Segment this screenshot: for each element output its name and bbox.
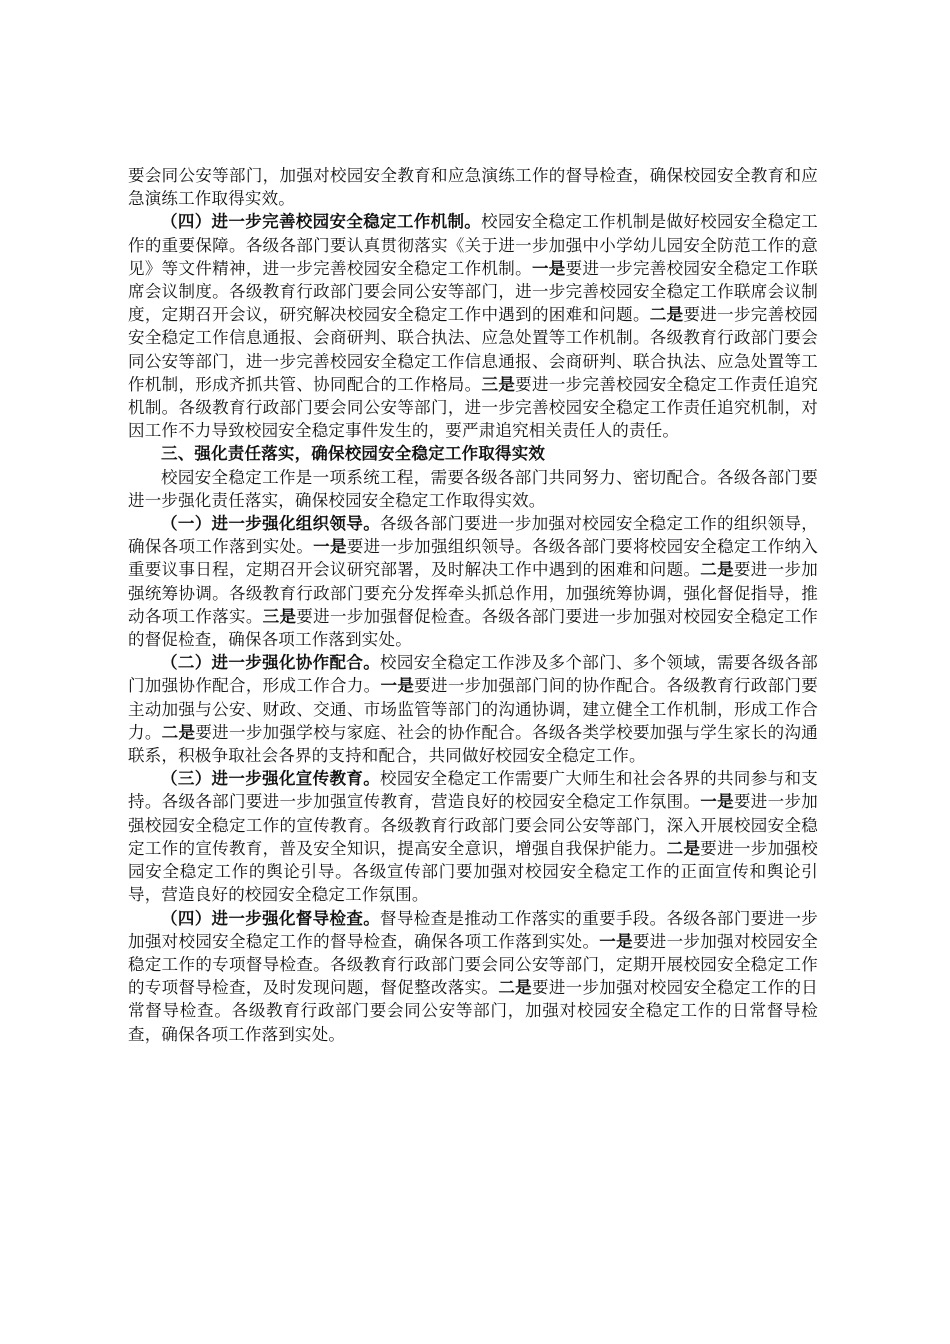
body-text: 要进一步加强对校园安全稳定工作的日常督导检查。各级教育行政部门要会同公安等部门，加强对校园安全稳定工作的日常督导检查，确保各项工作落到实处。: [128, 978, 818, 1044]
bold-text: 一是: [313, 537, 347, 557]
paragraph: [128, 651, 818, 767]
paragraph: [128, 210, 818, 442]
bold-text: （四）进一步强化督导检查。: [161, 908, 381, 928]
bold-text: 一是: [700, 792, 734, 812]
document-body: [128, 164, 818, 1046]
body-text: 要进一步加强部门间的协作配合。各级教育行政部门要主动加强与公安、财政、交通、市场监管等部门的沟通协调，建立健全工作机制，形成工作合力。: [128, 676, 818, 742]
bold-text: 三是: [262, 606, 297, 626]
paragraph: [128, 466, 818, 512]
paragraph: [128, 164, 818, 210]
body-text: 督导检查是推动工作落实的重要手段。各级各部门要进一步加强对校园安全稳定工作的督导检查，确保各项工作落到实处。: [128, 908, 818, 951]
body-text: 要进一步完善校园安全稳定工作联席会议制度。各级教育行政部门要会同公安等部门，进一步完善校园安全稳定工作联席会议制度，定期召开会议，研究解决校园安全稳定工作中遇到的困难和问题。: [128, 258, 818, 325]
body-text: 校园安全稳定工作涉及多个部门、多个领域，需要各级各部门加强协作配合，形成工作合力。: [128, 653, 818, 696]
body-text: 要进一步加强组织领导。各级各部门要将校园安全稳定工作纳入重要议事日程，定期召开会议研究部署，及时解决工作中遇到的困难和问题。: [128, 537, 818, 580]
bold-text: 二是: [161, 722, 196, 742]
body-text: 各级各部门要进一步加强对校园安全稳定工作的组织领导，确保各项工作落到实处。: [128, 514, 818, 557]
bold-text: 二是: [666, 838, 701, 858]
bold-text: （三）进一步强化宣传教育。: [161, 769, 381, 789]
paragraph: [128, 512, 818, 651]
paragraph: [128, 907, 818, 1046]
body-text: 要会同公安等部门，加强对校园安全教育和应急演练工作的督导检查，确保校园安全教育和应急演练工作取得实效。: [128, 166, 818, 209]
bold-text: 三、强化责任落实，确保校园安全稳定工作取得实效: [161, 444, 546, 464]
body-text: 要进一步加强对校园安全稳定工作的专项督导检查。各级教育行政部门要会同公安等部门，定期开展校园安全稳定工作的专项督导检查，及时发现问题，督促整改落实。: [128, 931, 818, 998]
bold-text: 一是: [599, 931, 633, 951]
body-text: 要进一步加强校园安全稳定工作的宣传教育。各级教育行政部门要会同公安等部门，深入开展校园安全稳定工作的宣传教育，普及安全知识，提高安全意识，增强自我保护能力。: [128, 792, 818, 858]
bold-text: 二是: [498, 978, 532, 998]
body-text: 要进一步加强统筹协调。各级教育行政部门要充分发挥牵头抓总作用，加强统筹协调，强化督促指导，推动各项工作落实。: [128, 560, 818, 626]
body-text: 要进一步加强督促检查。各级各部门要进一步加强对校园安全稳定工作的督促检查，确保各项工作落到实处。: [128, 606, 818, 650]
body-text: 要进一步加强校园安全稳定工作的舆论引导。各级宣传部门要加强对校园安全稳定工作的正面宣传和舆论引导，营造良好的校园安全稳定工作氛围。: [128, 838, 818, 905]
bold-text: 二是: [649, 305, 684, 325]
bold-text: （二）进一步强化协作配合。: [161, 653, 381, 673]
section-heading: [128, 442, 818, 465]
bold-text: 二是: [700, 560, 734, 580]
body-text: 校园安全稳定工作机制是做好校园安全稳定工作的重要保障。各级各部门要认真贯彻落实《关于进一步加强中小学幼儿园安全防范工作的意见》等文件精神，进一步完善校园安全稳定工作机制。: [128, 212, 819, 278]
bold-text: （一）进一步强化组织领导。: [161, 514, 381, 534]
paragraph: [128, 767, 818, 906]
body-text: 要进一步加强学校与家庭、社会的协作配合。各级各类学校要加强与学生家长的沟通联系，积极争取社会各界的支持和配合，共同做好校园安全稳定工作。: [128, 722, 818, 766]
body-text: 要进一步完善校园安全稳定工作责任追究机制。各级教育行政部门要会同公安等部门，进一步完善校园安全稳定工作责任追究机制，对因工作不力导致校园安全稳定事件发生的，要严肃追究相关责任人的责任。: [128, 374, 819, 441]
bold-text: 三是: [481, 374, 516, 394]
body-text: 要进一步完善校园安全稳定工作信息通报、会商研判、联合执法、应急处置等工作机制。各级教育行政部门要会同公安等部门，进一步完善校园安全稳定工作信息通报、会商研判、联合执法、应急处置等工作机制，形成齐抓共管、协同配合的工作格局。: [128, 305, 818, 394]
bold-text: 一是: [380, 676, 415, 696]
body-text: 校园安全稳定工作是一项系统工程，需要各级各部门共同努力、密切配合。各级各部门要进一步强化责任落实，确保校园安全稳定工作取得实效。: [128, 467, 818, 510]
bold-text: （四）进一步完善校园安全稳定工作机制。: [161, 212, 482, 232]
body-text: 校园安全稳定工作需要广大师生和社会各界的共同参与和支持。各级各部门要进一步加强宣传教育，营造良好的校园安全稳定工作氛围。: [128, 769, 818, 812]
bold-text: 一是: [531, 258, 566, 278]
